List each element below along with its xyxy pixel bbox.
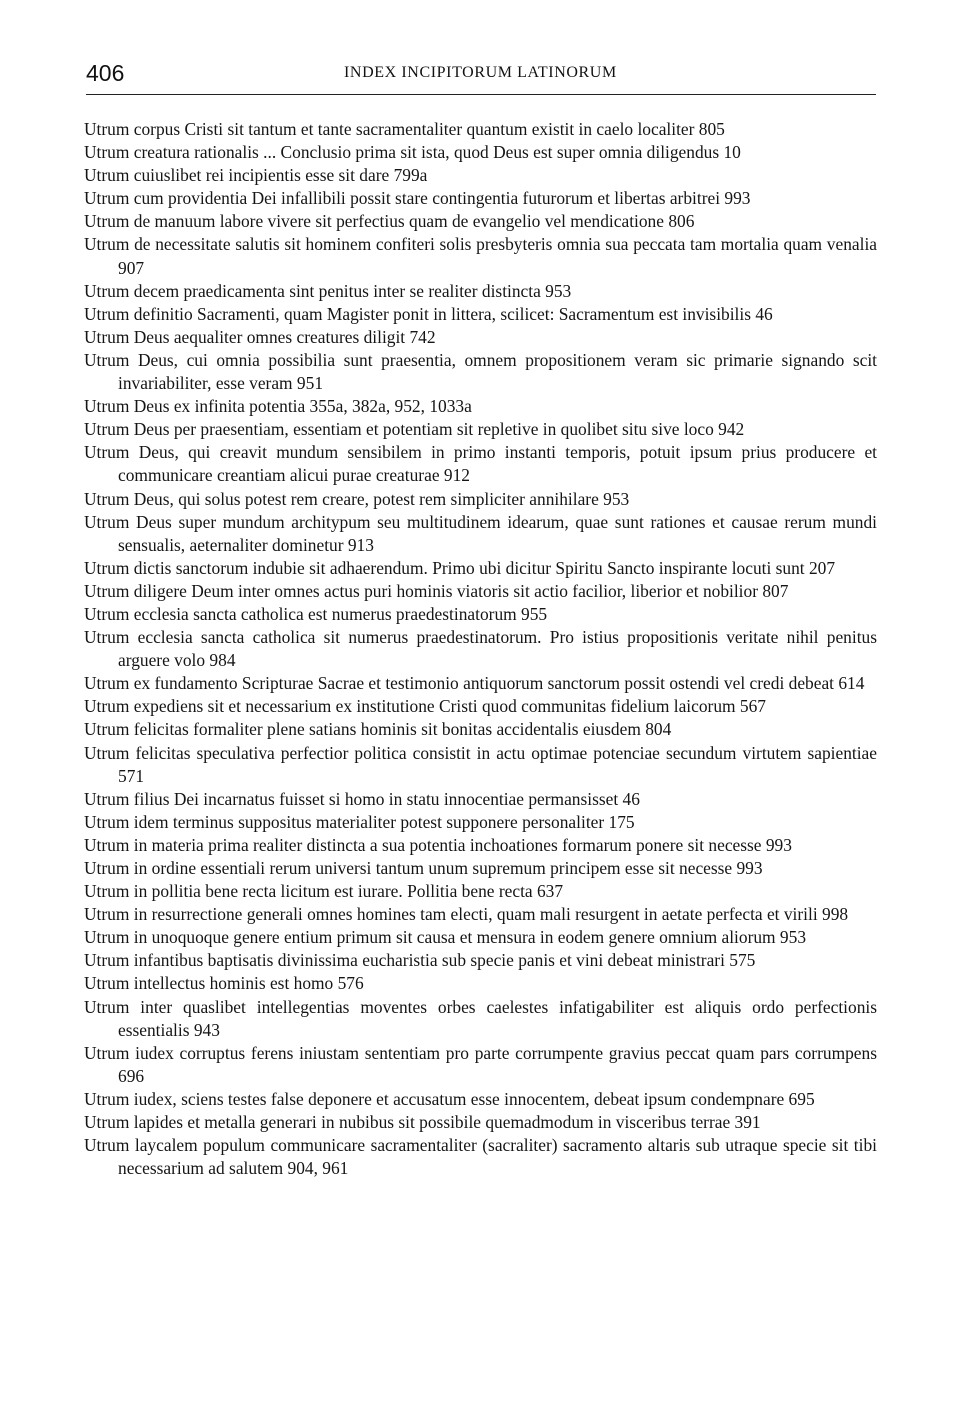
page-header	[86, 58, 876, 92]
index-entry: Utrum Deus super mundum architypum seu multitudinem idearum, quae sunt rationes et causae rerum mundi sensualis, aeternaliter dominetur 913	[84, 511, 877, 555]
index-entry: Utrum decem praedicamenta sint penitus inter se realiter distincta 953	[84, 280, 572, 301]
index-entry: Utrum expediens sit et necessarium ex institutione Cristi quod communitas fidelium laicorum 567	[84, 696, 766, 717]
index-entry: Utrum de manuum labore vivere sit perfectius quam de evangelio vel mendicatione 806	[84, 211, 695, 232]
index-entry: Utrum in pollitia bene recta licitum est iurare. Pollitia bene recta 637	[84, 881, 564, 902]
index-entry: Utrum in resurrectione generali omnes homines tam electi, quam mali resurgent in aetate perfecta et virili 998	[84, 904, 849, 925]
index-entry: Utrum cum providentia Dei infallibili possit stare contingentia futurorum et libertas arbitrei 993	[84, 188, 751, 209]
index-entry: Utrum Deus per praesentiam, essentiam et potentiam sit repletive in quolibet situ sive loco 942	[84, 419, 745, 440]
index-entry: Utrum iudex, sciens testes false deponere et accusatum esse innocentem, debeat ipsum condempnare 695	[84, 1088, 815, 1109]
index-entry: Utrum creatura rationalis ... Conclusio prima sit ista, quod Deus est super omnia diligendus 10	[84, 142, 741, 163]
index-entry: Utrum definitio Sacramenti, quam Magister ponit in littera, scilicet: Sacramentum est invisibilis 46	[84, 303, 773, 324]
index-entry: Utrum cuiuslibet rei incipientis esse sit dare 799a	[84, 165, 428, 186]
index-entry: Utrum dictis sanctorum indubie sit adhaerendum. Primo ubi dicitur Spiritu Sancto inspirante locuti sunt 207	[84, 557, 836, 578]
index-entry: Utrum ecclesia sancta catholica est numerus praedestinatorum 955	[84, 603, 548, 624]
index-entry: Utrum Deus, qui creavit mundum sensibilem in primo instanti temporis, potuit ipsum prius producere et communicare creantiam alicui purae creaturae 912	[84, 442, 877, 486]
header-rule	[86, 94, 876, 95]
index-entry: Utrum in materia prima realiter distincta a sua potentia inchoationes formarum ponere sit necesse 993	[84, 834, 792, 855]
index-entry: Utrum laycalem populum communicare sacramentaliter (sacraliter) sacramento altaris sub utraque specie sit tibi necessarium ad salutem 904, 961	[84, 1135, 877, 1179]
page-number: 406	[86, 60, 125, 86]
index-entry: Utrum filius Dei incarnatus fuisset si homo in statu innocentiae permansisset 46	[84, 788, 640, 809]
index-entry: Utrum intellectus hominis est homo 576	[84, 973, 364, 994]
index-entry: Utrum Deus aequaliter omnes creatures diligit 742	[84, 326, 436, 347]
index-entry: Utrum felicitas speculativa perfectior politica consistit in actu optimae potenciae secundum virtutem sapientiae 571	[84, 742, 877, 786]
index-entry: Utrum in ordine essentiali rerum universi tantum unum supremum principem esse sit necesse 993	[84, 858, 763, 878]
index-entry: Utrum ecclesia sancta catholica sit numerus praedestinatorum. Pro istius propositionis veritate nihil penitus arguere volo 984	[84, 627, 877, 671]
index-entry: Utrum in unoquoque genere entium primum sit causa et mensura in eodem genere omnium aliorum 953	[84, 927, 807, 948]
index-entry: Utrum corpus Cristi sit tantum et tante sacramentaliter quantum existit in caelo localiter 805	[84, 119, 725, 139]
index-entry: Utrum ex fundamento Scripturae Sacrae et testimonio antiquorum sanctorum possit ostendi vel credi debeat 614	[84, 673, 865, 694]
running-title: INDEX INCIPITORUM LATINORUM	[344, 64, 617, 81]
index-entry: Utrum Deus ex infinita potentia 355a, 382a, 952, 1033a	[84, 396, 472, 417]
index-entry: Utrum idem terminus suppositus materialiter potest supponere personaliter 175	[84, 811, 635, 832]
index-entry: Utrum Deus, cui omnia possibilia sunt praesentia, omnem propositionem veram sic primarie signando scit invariabiliter, esse veram 951	[84, 349, 877, 394]
index-entry: Utrum inter quaslibet intellegentias moventes orbes caelestes infatigabiliter est aliquis ordo perfectionis essentialis 943	[84, 996, 877, 1040]
index-entry: Utrum lapides et metalla generari in nubibus sit possibile quemadmodum in visceribus terrae 391	[84, 1112, 761, 1133]
index-entry: Utrum felicitas formaliter plene satians hominis sit bonitas accidentalis eiusdem 804	[84, 719, 672, 740]
index-entry: Utrum diligere Deum inter omnes actus puri hominis viatoris sit actio facilior, liberior et nobilior 807	[84, 580, 789, 601]
index-entry: Utrum infantibus baptisatis divinissima eucharistia sub specie panis et vini debeat ministrari 575	[84, 950, 756, 971]
index-entry: Utrum iudex corruptus ferens iniustam sententiam pro parte corrumpente gravius peccat quam pars corrumpens 696	[84, 1042, 877, 1086]
index-entry: Utrum de necessitate salutis sit hominem confiteri solis presbyteris omnia sua peccata tam mortalia quam venalia 907	[84, 234, 877, 278]
index-entry-list	[84, 118, 877, 1180]
index-entry: Utrum Deus, qui solus potest rem creare, potest rem simpliciter annihilare 953	[84, 488, 630, 509]
